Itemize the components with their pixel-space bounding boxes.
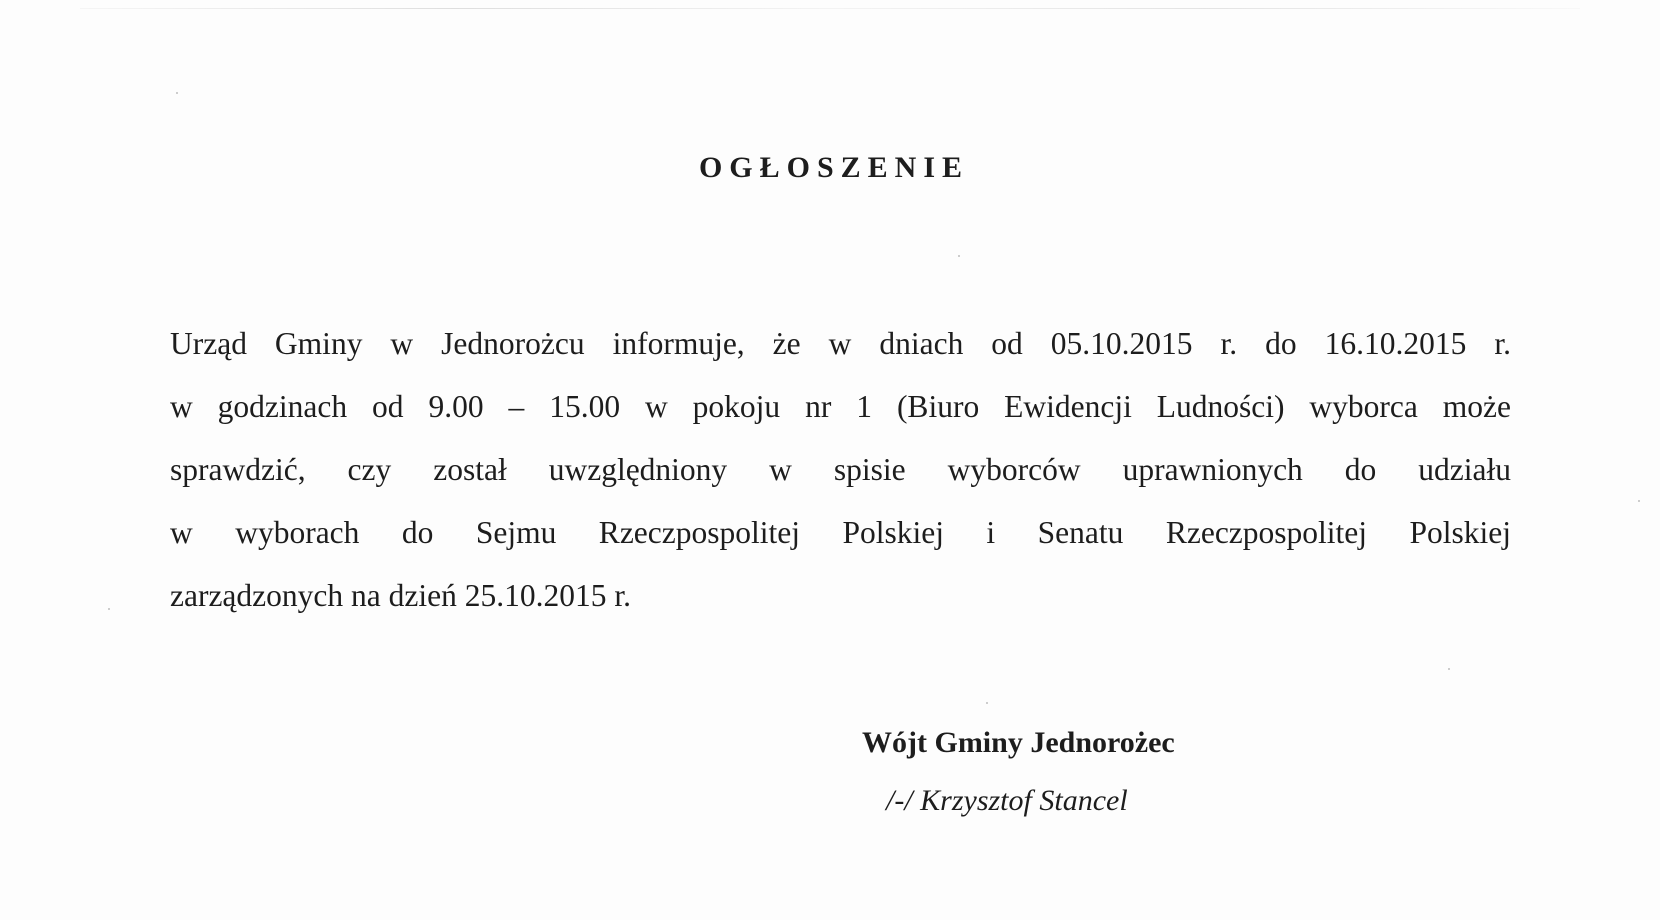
scan-speck <box>958 255 960 257</box>
signatory-title: Wójt Gminy Jednorożec <box>862 726 1175 759</box>
announcement-body <box>170 312 1511 627</box>
body-line: sprawdzić, czy został uwzględniony w spisie wyborców uprawnionych do udziału <box>170 452 1511 487</box>
scan-speck <box>176 92 178 94</box>
scan-speck <box>986 702 988 704</box>
scan-speck <box>1448 668 1450 670</box>
body-line: Urząd Gminy w Jednorożcu informuje, że w dniach od 05.10.2015 r. do 16.10.2015 r. <box>170 326 1511 361</box>
scan-speck <box>1638 500 1640 502</box>
body-line: w godzinach od 9.00 – 15.00 w pokoju nr 1 (Biuro Ewidencji Ludności) wyborca może <box>170 389 1511 424</box>
signatory-name: /-/ Krzysztof Stancel <box>886 784 1128 817</box>
body-line: zarządzonych na dzień 25.10.2015 r. <box>170 578 631 613</box>
document-title: OGŁOSZENIE <box>698 151 970 184</box>
body-line: w wyborach do Sejmu Rzeczpospolitej Polskiej i Senatu Rzeczpospolitej Polskiej <box>170 515 1511 550</box>
scan-speck <box>108 608 110 610</box>
scan-edge-artifact <box>80 8 1580 9</box>
